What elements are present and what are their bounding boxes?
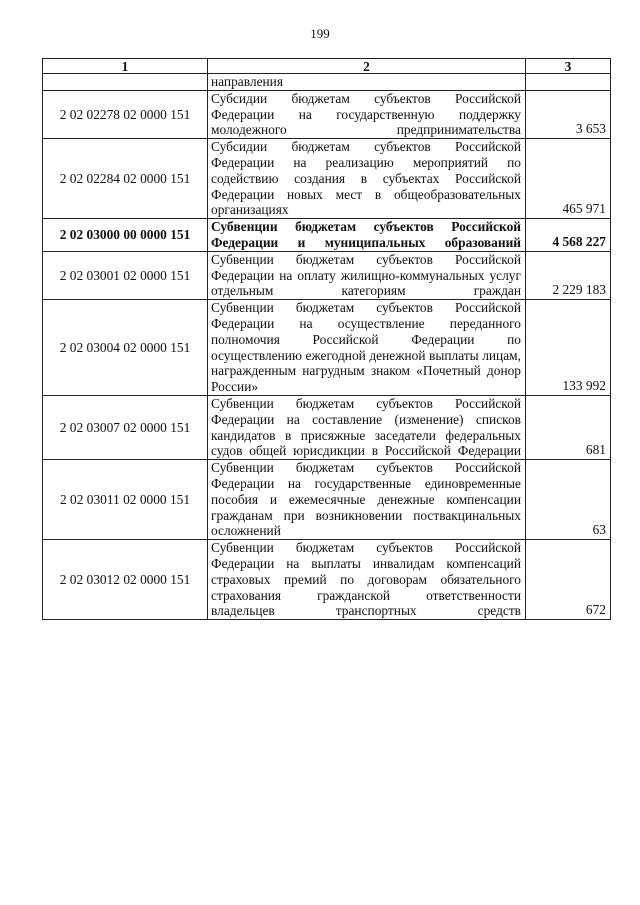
row-amount: 4 568 227: [526, 219, 611, 252]
table-row: [43, 300, 611, 396]
row-text: Субвенции бюджетам субъектов Российской Федерации на государственные единовременные пособия и ежемесячные денежные компенсации гражданам при возникновении поствакцинальных осложнений: [208, 460, 526, 540]
table-row: [43, 90, 611, 138]
row-text: Субсидии бюджетам субъектов Российской Федерации на реализацию мероприятий по содействию создания в субъектах Российской Федерации новых мест в общеобразовательных организациях: [208, 139, 526, 219]
row-code: [43, 74, 208, 91]
table-row: [43, 540, 611, 620]
row-code: 2 02 03011 02 0000 151: [43, 460, 208, 540]
row-text: направления: [208, 74, 526, 91]
column-header: 2: [208, 59, 526, 74]
row-text: Субсидии бюджетам субъектов Российской Федерации на государственную поддержку молодежного предпринимательства: [208, 90, 526, 138]
row-text: Субвенции бюджетам субъектов Российской Федерации на выплаты инвалидам компенсаций страховых премий по договорам обязательного страхования гражданской ответственности владельцев транспортных средств: [208, 540, 526, 620]
row-amount: 133 992: [526, 300, 611, 396]
continuation-row: [43, 74, 611, 91]
row-amount: 3 653: [526, 90, 611, 138]
row-amount: 63: [526, 460, 611, 540]
table-row: [43, 139, 611, 219]
row-amount: 672: [526, 540, 611, 620]
row-text: Субвенции бюджетам субъектов Российской Федерации на составление (изменение) списков кандидатов в присяжные заседатели федеральных судов общей юрисдикции в Российской Федерации: [208, 395, 526, 459]
table-row: [43, 251, 611, 299]
budget-table: [42, 58, 611, 620]
row-amount: 681: [526, 395, 611, 459]
row-code: 2 02 03004 02 0000 151: [43, 300, 208, 396]
row-text: Субвенции бюджетам субъектов Российской Федерации на осуществление переданного полномочия Российской Федерации по осуществлению ежегодной денежной выплаты лицам, награжденным нагрудным знаком «Почетный донор России»: [208, 300, 526, 396]
table-row: [43, 395, 611, 459]
row-amount: [526, 74, 611, 91]
column-header: 3: [526, 59, 611, 74]
row-code: 2 02 02278 02 0000 151: [43, 90, 208, 138]
row-code: 2 02 03007 02 0000 151: [43, 395, 208, 459]
row-code: 2 02 02284 02 0000 151: [43, 139, 208, 219]
row-text: Субвенции бюджетам субъектов Российской Федерации на оплату жилищно-коммунальных услуг отдельным категориям граждан: [208, 251, 526, 299]
table-row: [43, 460, 611, 540]
page-number: 199: [310, 26, 330, 41]
column-header: 1: [43, 59, 208, 74]
table-row: [43, 219, 611, 252]
row-code: 2 02 03001 02 0000 151: [43, 251, 208, 299]
row-text: Субвенции бюджетам субъектов Российской Федерации и муниципальных образований: [208, 219, 526, 252]
row-amount: 2 229 183: [526, 251, 611, 299]
header-row: [43, 59, 611, 74]
row-code: 2 02 03012 02 0000 151: [43, 540, 208, 620]
row-amount: 465 971: [526, 139, 611, 219]
row-code: 2 02 03000 00 0000 151: [43, 219, 208, 252]
